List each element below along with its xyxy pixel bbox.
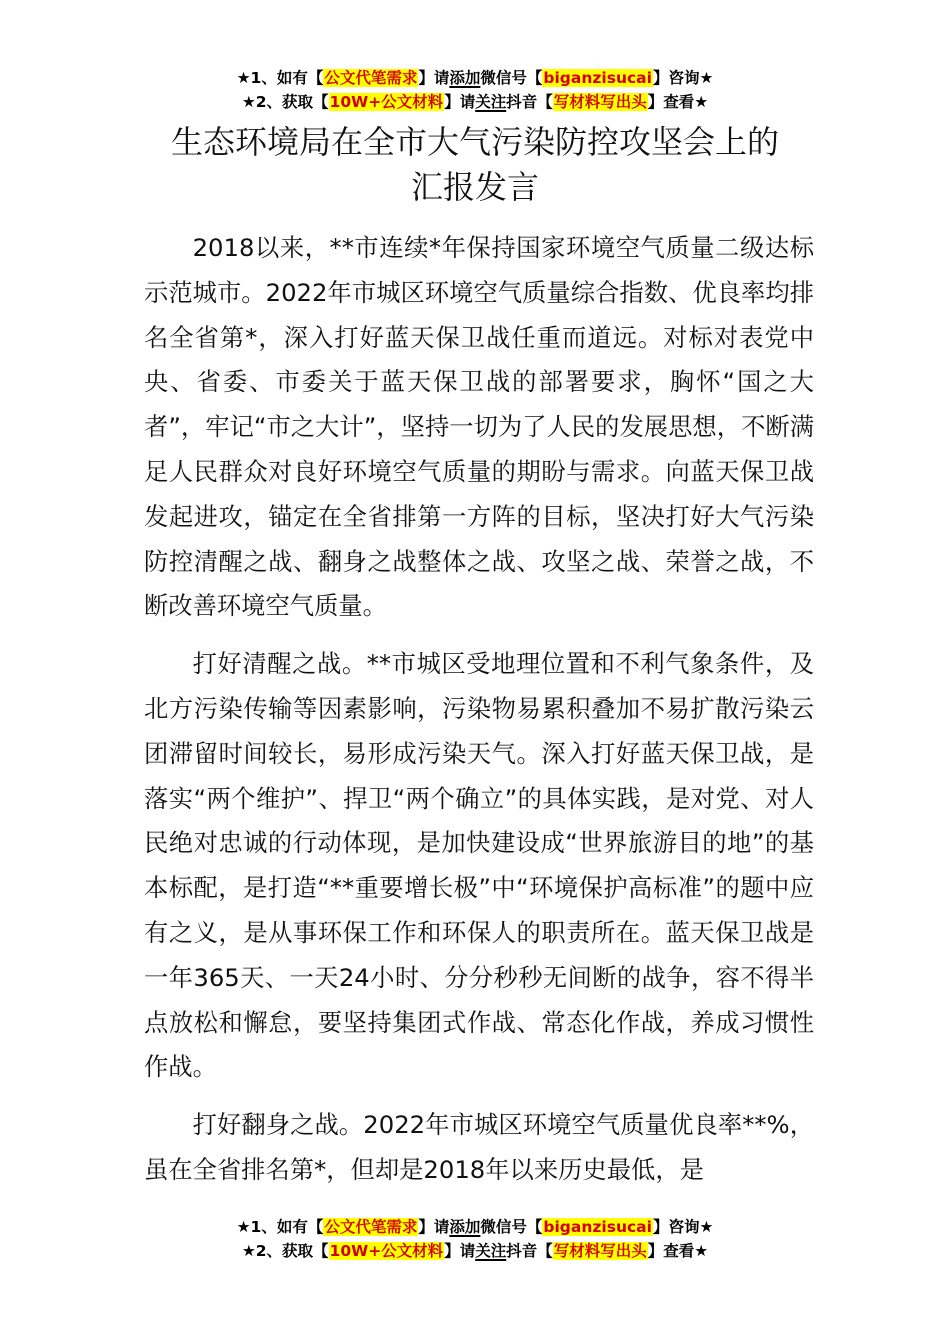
document-title — [0, 120, 950, 210]
title-line-1: 生态环境局在全市大气污染防控攻坚会上的 — [170, 123, 779, 161]
promo-text: 】咨询★ — [652, 69, 714, 87]
promo-text: ★1、如有【 — [236, 69, 324, 87]
document-body — [144, 226, 814, 1206]
promo-highlight: 10W+公文材料 — [329, 1242, 444, 1260]
promo-text: 】请 — [418, 1218, 450, 1236]
header-promo-banner — [0, 66, 950, 114]
promo-text: ★1、如有【 — [236, 1218, 324, 1236]
promo-line-1 — [0, 1215, 950, 1239]
promo-highlight: 公文代笔需求 — [324, 69, 418, 87]
footer-promo-banner — [0, 1215, 950, 1263]
promo-text: 微信号【 — [480, 1218, 543, 1236]
paragraph-1: 2018以来，**市连续*年保持国家环境空气质量二级达标示范城市。2022年市城区环境空气质量综合指数、优良率均排名全省第*，深入打好蓝天保卫战任重而道远。对标对表党中央、省委、市委关于蓝天保卫战的部署要求，胸怀“国之大者”，牢记“市之大计”，坚持一切为了人民的发展思想，不断满足人民群众对良好环境空气质量的期盼与需求。向蓝天保卫战发起进攻，锚定在全省排第一方阵的目标，坚决打好大气污染防控清醒之战、翻身之战整体之战、攻坚之战、荣誉之战，不断改善环境空气质量。 — [144, 233, 814, 621]
promo-text: 】查看★ — [647, 93, 709, 111]
promo-text: 抖音【 — [506, 93, 553, 111]
promo-text: 】请 — [418, 69, 450, 87]
promo-text: ★2、获取【 — [241, 1242, 329, 1260]
title-line-2: 汇报发言 — [410, 168, 539, 206]
promo-text: 】请 — [444, 93, 476, 111]
paragraph-3: 打好翻身之战。2022年市城区环境空气质量优良率**%，虽在全省排名第*，但却是2018年以来历史最低，是 — [144, 1110, 814, 1184]
promo-underlined: 添加 — [449, 69, 481, 87]
promo-highlight: 公文代笔需求 — [324, 1218, 418, 1236]
promo-text: 微信号【 — [480, 69, 543, 87]
promo-text: 】请 — [444, 1242, 476, 1260]
promo-underlined: 关注 — [475, 1242, 507, 1260]
promo-line-2 — [0, 1239, 950, 1263]
promo-underlined: 关注 — [475, 93, 507, 111]
promo-text: 】查看★ — [647, 1242, 709, 1260]
paragraph-2: 打好清醒之战。**市城区受地理位置和不利气象条件，及北方污染传输等因素影响，污染物易累积叠加不易扩散污染云团滞留时间较长，易形成污染天气。深入打好蓝天保卫战，是落实“两个维护”、捍卫“两个确立”的具体实践，是对党、对人民绝对忠诚的行动体现，是加快建设成“世界旅游目的地”的基本标配，是打造“**重要增长极”中“环境保护高标准”的题中应有之义，是从事环保工作和环保人的职责所在。蓝天保卫战是一年365天、一天24小时、分分秒秒无间断的战争，容不得半点放松和懈怠，要坚持集团式作战、常态化作战，养成习惯性作战。 — [144, 649, 814, 1082]
promo-text: 抖音【 — [506, 1242, 553, 1260]
promo-text: 】咨询★ — [652, 1218, 714, 1236]
promo-line-2 — [0, 90, 950, 114]
promo-line-1 — [0, 66, 950, 90]
promo-text: ★2、获取【 — [241, 93, 329, 111]
promo-highlight: biganzisucai — [543, 69, 652, 87]
promo-underlined: 添加 — [449, 1218, 481, 1236]
promo-highlight: biganzisucai — [543, 1218, 652, 1236]
promo-highlight: 10W+公文材料 — [329, 93, 444, 111]
promo-highlight: 写材料写出头 — [553, 1242, 647, 1260]
promo-highlight: 写材料写出头 — [553, 93, 647, 111]
